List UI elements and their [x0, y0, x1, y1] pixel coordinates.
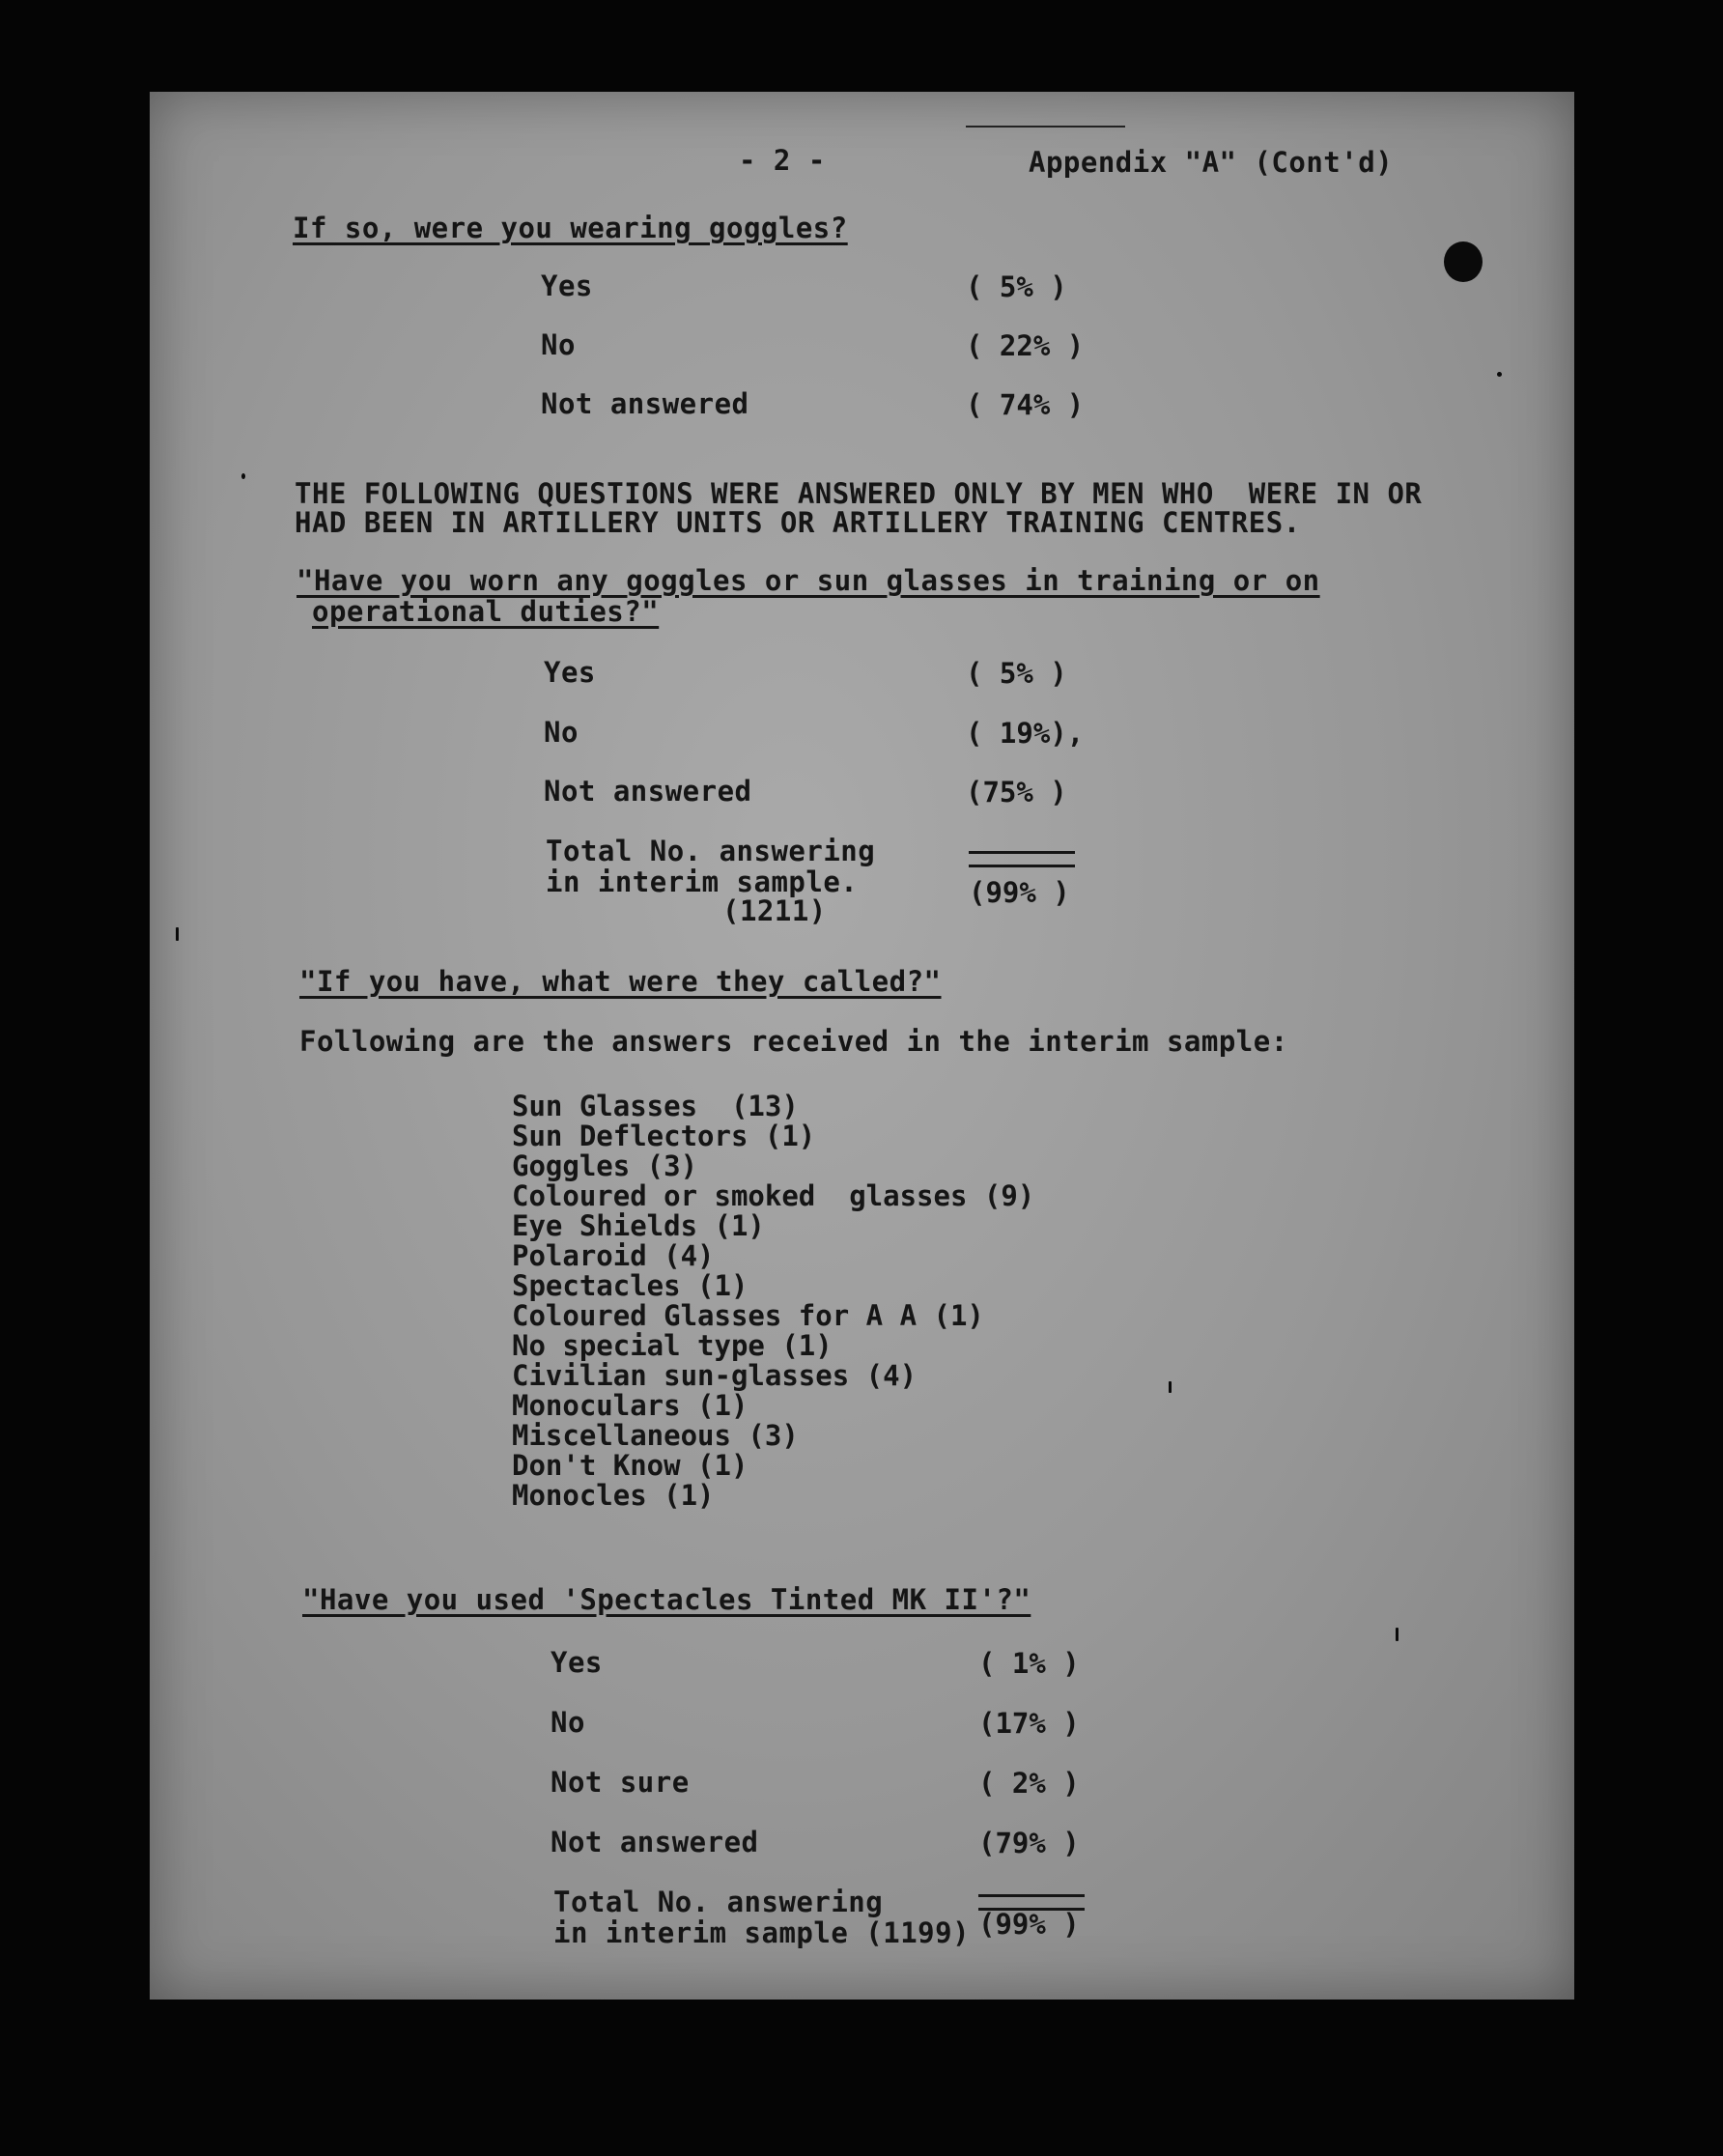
answer-percentage: ( 1% ) [978, 1647, 1080, 1680]
list-item: Don't Know (1) [512, 1449, 749, 1482]
list-item: Civilian sun-glasses (4) [512, 1359, 918, 1392]
list-item: Sun Deflectors (1) [512, 1120, 816, 1152]
total-percentage: (99% ) [969, 876, 1070, 909]
answer-label: Not sure [551, 1766, 690, 1799]
answer-percentage: ( 74% ) [966, 388, 1085, 421]
answers-list [512, 1092, 1034, 1511]
speck-mark [241, 473, 245, 479]
answer-percentage: ( 2% ) [978, 1767, 1080, 1800]
question-spectacles-tinted: "Have you used 'Spectacles Tinted MK II'?" [302, 1583, 1031, 1616]
answer-label: Yes [544, 656, 596, 689]
list-item: Monoculars (1) [512, 1389, 749, 1422]
answer-label: No [541, 328, 576, 361]
speck-mark [1396, 1628, 1398, 1641]
answer-label: Not answered [544, 775, 752, 808]
sample-intro: Following are the answers received in the interim sample: [299, 1025, 1288, 1058]
answer-label: Not answered [541, 387, 749, 420]
total-percentage: (99% ) [978, 1908, 1080, 1941]
list-item: Coloured or smoked glasses (9) [512, 1179, 1035, 1212]
answer-label: Yes [551, 1646, 603, 1679]
answer-percentage: (17% ) [978, 1707, 1080, 1740]
list-item: Sun Glasses (13) [512, 1090, 799, 1122]
answer-percentage: ( 19%), [966, 717, 1085, 750]
answer-percentage: ( 22% ) [966, 329, 1085, 362]
appendix-label: Appendix "A" (Cont'd) [1029, 146, 1394, 179]
document-page [150, 92, 1574, 2000]
list-item: Polaroid (4) [512, 1239, 715, 1272]
answer-percentage: (75% ) [966, 776, 1067, 808]
list-item: No special type (1) [512, 1329, 833, 1362]
answer-percentage: ( 5% ) [966, 270, 1067, 303]
artillery-notice-line: THE FOLLOWING QUESTIONS WERE ANSWERED ONLY BY MEN WHO WERE IN OR [295, 477, 1423, 510]
speck-mark [1497, 372, 1502, 377]
answer-label: Yes [541, 270, 593, 302]
hole-punch-mark [1444, 241, 1483, 282]
list-item: Goggles (3) [512, 1149, 698, 1182]
answer-percentage: (79% ) [978, 1827, 1080, 1859]
list-item: Monocles (1) [512, 1479, 715, 1512]
answer-label: No [544, 716, 579, 749]
total-label: Total No. answering [546, 835, 876, 867]
total-label: in interim sample. [546, 865, 859, 898]
speck-mark [1169, 1381, 1172, 1393]
artillery-notice-line: HAD BEEN IN ARTILLERY UNITS OR ARTILLERY TRAINING CENTRES. [295, 506, 1301, 539]
total-label: Total No. answering [553, 1886, 884, 1918]
answer-percentage: ( 5% ) [966, 657, 1067, 690]
total-double-rule [969, 851, 1075, 867]
question-what-called: "If you have, what were they called?" [299, 965, 942, 998]
list-item: Eye Shields (1) [512, 1209, 765, 1242]
question-worn-goggles: "Have you worn any goggles or sun glasses in training or on [297, 564, 1320, 597]
list-item: Coloured Glasses for A A (1) [512, 1299, 984, 1332]
list-item: Spectacles (1) [512, 1269, 749, 1302]
total-label: in interim sample (1199) [553, 1916, 971, 1949]
question-worn-goggles-cont: operational duties?" [312, 595, 660, 628]
list-item: Miscellaneous (3) [512, 1419, 799, 1452]
header-rule [966, 126, 1125, 128]
answer-label: Not answered [551, 1826, 759, 1858]
speck-mark [176, 927, 179, 941]
page-number: - 2 - [739, 144, 826, 177]
question-goggles: If so, were you wearing goggles? [293, 212, 848, 244]
total-count: (1211) [722, 894, 827, 927]
answer-label: No [551, 1706, 585, 1739]
